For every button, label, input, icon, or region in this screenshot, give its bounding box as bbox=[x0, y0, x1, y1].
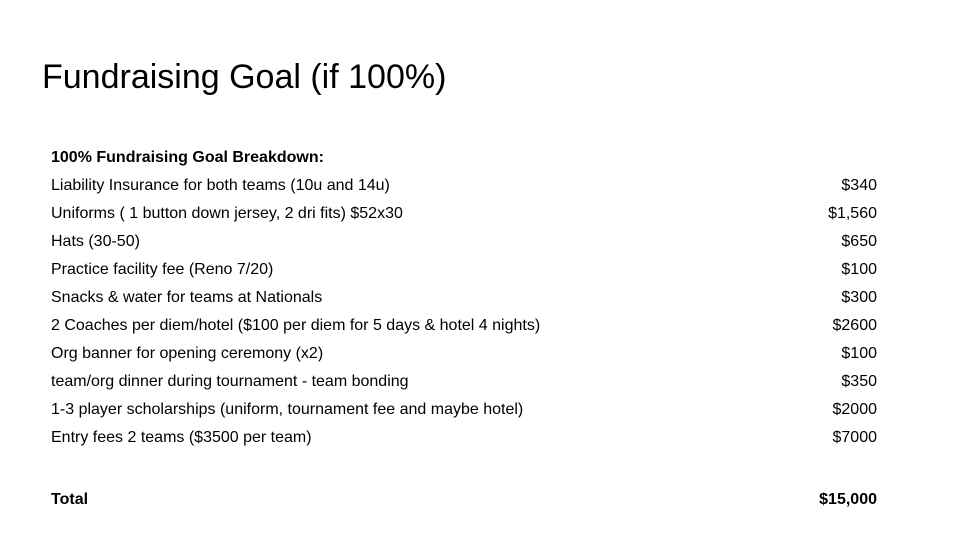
table-spacer bbox=[51, 452, 877, 486]
item-amount: $300 bbox=[841, 289, 877, 306]
table-row bbox=[51, 396, 877, 424]
table-row bbox=[51, 368, 877, 396]
item-amount: $100 bbox=[841, 345, 877, 362]
table-row bbox=[51, 284, 877, 312]
item-label: Liability Insurance for both teams (10u and 14u) bbox=[51, 177, 390, 194]
table-row bbox=[51, 172, 877, 200]
item-label: Org banner for opening ceremony (x2) bbox=[51, 345, 324, 362]
table-row bbox=[51, 424, 877, 452]
budget-table bbox=[51, 144, 877, 514]
item-label: Entry fees 2 teams ($3500 per team) bbox=[51, 429, 312, 446]
table-row bbox=[51, 340, 877, 368]
table-row bbox=[51, 228, 877, 256]
table-heading: 100% Fundraising Goal Breakdown: bbox=[51, 149, 324, 166]
table-row bbox=[51, 312, 877, 340]
item-amount: $340 bbox=[841, 177, 877, 194]
item-label: team/org dinner during tournament - team bonding bbox=[51, 373, 409, 390]
item-label: Practice facility fee (Reno 7/20) bbox=[51, 261, 274, 278]
item-amount: $2000 bbox=[832, 401, 877, 418]
table-heading-row bbox=[51, 144, 877, 172]
total-row bbox=[51, 486, 877, 514]
item-amount: $650 bbox=[841, 233, 877, 250]
item-amount: $350 bbox=[841, 373, 877, 390]
table-row bbox=[51, 200, 877, 228]
item-amount: $2600 bbox=[832, 317, 877, 334]
item-amount: $100 bbox=[841, 261, 877, 278]
item-amount: $7000 bbox=[832, 429, 877, 446]
item-label: 1-3 player scholarships (uniform, tournament fee and maybe hotel) bbox=[51, 401, 524, 418]
item-label: 2 Coaches per diem/hotel ($100 per diem for 5 days & hotel 4 nights) bbox=[51, 317, 541, 334]
item-amount: $1,560 bbox=[828, 205, 877, 222]
total-amount: $15,000 bbox=[819, 491, 877, 508]
total-label: Total bbox=[51, 491, 89, 508]
item-label: Hats (30-50) bbox=[51, 233, 140, 250]
item-label: Snacks & water for teams at Nationals bbox=[51, 289, 323, 306]
slide-title: Fundraising Goal (if 100%) bbox=[42, 58, 447, 96]
item-label: Uniforms ( 1 button down jersey, 2 dri fits) $52x30 bbox=[51, 205, 403, 222]
table-row bbox=[51, 256, 877, 284]
